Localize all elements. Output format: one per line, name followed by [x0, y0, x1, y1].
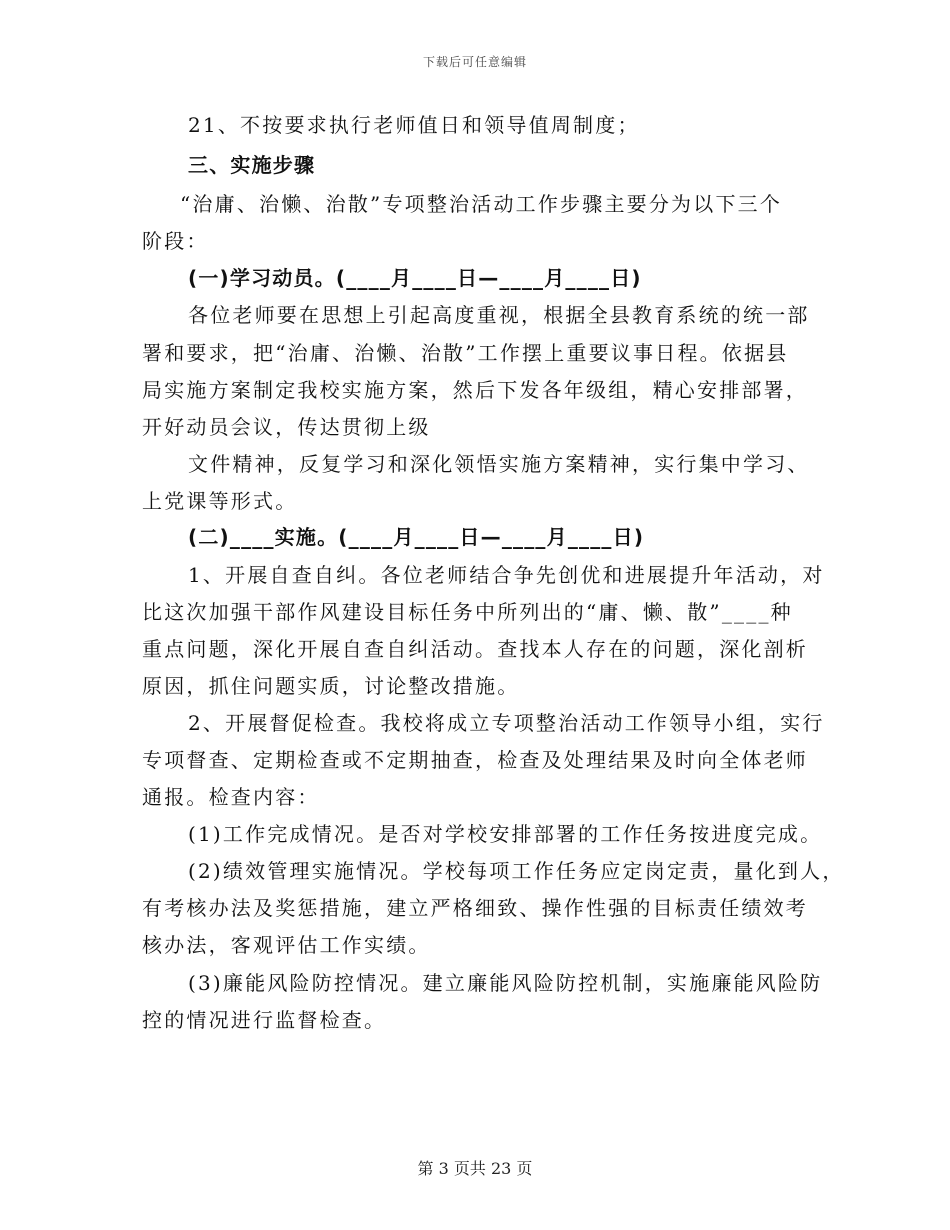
text-line: “治庸、治懒、治散”专项整治活动工作步骤主要分为以下三个	[180, 192, 783, 216]
subsection-heading: (一)学习动员。(____月____日—____月____日)	[188, 266, 642, 290]
text-line: 重点问题，深化开展自查自纠活动。查找本人存在的问题，深化剖析	[142, 637, 808, 661]
text-line: 各位老师要在思想上引起高度重视，根据全县教育系统的统一部	[188, 303, 810, 327]
text-line: 原因，抓住问题实质，讨论整改措施。	[142, 674, 520, 698]
page-footer: 第 3 页共 23 页	[417, 1159, 533, 1178]
text-line: 专项督查、定期检查或不定期抽查，检查及处理结果及时向全体老师	[142, 748, 808, 772]
text-line: (3)廉能风险防控情况。建立廉能风险防控机制，实施廉能风险防	[188, 971, 823, 995]
page-header: 下载后可任意编辑	[422, 55, 527, 69]
section-heading: 三、实施步骤	[188, 153, 316, 177]
subsection-heading: (二)____实施。(____月____日—____月____日)	[188, 525, 645, 549]
text-line: 局实施方案制定我校实施方案，然后下发各年级组，精心安排部署，	[142, 378, 808, 402]
text-line: 控的情况进行监督检查。	[142, 1008, 387, 1032]
text-line: (1)工作完成情况。是否对学校安排部署的工作任务按进度完成。	[188, 822, 823, 846]
text-line: 署和要求，把“治庸、治懒、治散”工作摆上重要议事日程。依据县	[142, 341, 789, 365]
text-line: 有考核办法及奖惩措施，建立严格细致、操作性强的目标责任绩效考	[142, 896, 808, 920]
text-line: 1、开展自查自纠。各位老师结合争先创优和进展提升年活动，对	[188, 563, 825, 587]
text-line: 上党课等形式。	[142, 489, 298, 513]
text-line: 文件精神，反复学习和深化领悟实施方案精神，实行集中学习、	[188, 452, 810, 476]
text-line: 2、开展督促检查。我校将成立专项整治活动工作领导小组，实行	[188, 711, 825, 735]
text-line: 21、不按要求执行老师值日和领导值周制度；	[188, 113, 640, 137]
text-line: 阶段：	[142, 229, 209, 253]
text-line: 比这次加强干部作风建设目标任务中所列出的“庸、懒、散”____种	[142, 600, 793, 624]
text-line: 通报。检查内容：	[142, 785, 320, 809]
text-line: 开好动员会议，传达贯彻上级	[142, 415, 431, 439]
text-line: 核办法，客观评估工作实绩。	[142, 933, 431, 957]
text-line: (2)绩效管理实施情况。学校每项工作任务应定岗定责，量化到人，	[188, 859, 845, 883]
